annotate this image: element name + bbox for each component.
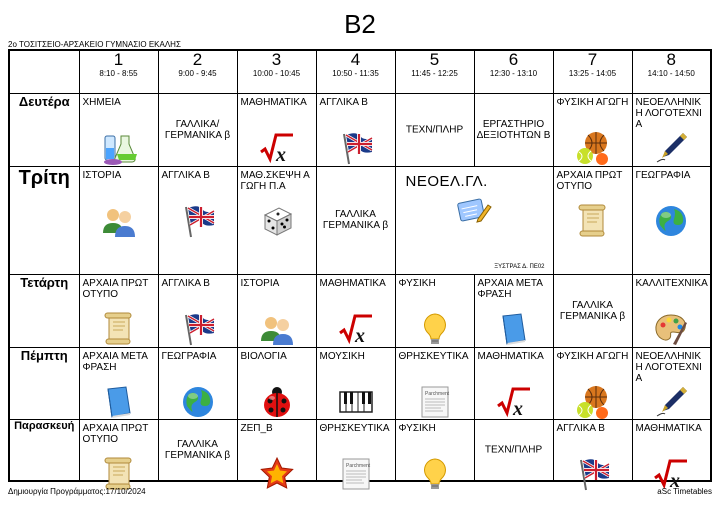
subject-label: ΤΕΧΝ/ΠΛΗΡ: [405, 124, 464, 136]
lesson-cell: [632, 94, 711, 167]
lesson-cell: [158, 347, 237, 420]
subject-label: ΓΑΛΛΙΚΑ ΓΕΡΜΑΝΙΚΑ β: [322, 209, 389, 232]
lesson-cell: [158, 420, 237, 481]
day-label: Τρίτη: [9, 166, 79, 275]
globe-icon: [180, 384, 216, 420]
timetable-title: B2: [344, 9, 376, 39]
day-row: [9, 166, 711, 275]
subject-label: ΕΡΓΑΣΤΗΡΙΟ ΔΕΞΙΟΤΗΤΩΝ Β: [476, 118, 551, 141]
lesson-cell: [474, 347, 553, 420]
subject-label: ΦΥΣΙΚΗ ΑΓΩΓΗ: [556, 350, 629, 362]
subject-label: ΤΕΧΝ/ΠΛΗΡ: [484, 444, 543, 456]
period-time: 8:10 - 8:55: [99, 69, 138, 78]
lesson-cell: [79, 275, 158, 348]
lesson-cell: [395, 94, 474, 167]
subject-label: ΓΕΩΓΡΑΦΙΑ: [161, 350, 217, 362]
lesson-cell: [237, 420, 316, 481]
uk-flag-icon: [180, 311, 216, 347]
dice-icon: [259, 203, 295, 239]
subject-label: ΦΥΣΙΚΗ ΑΓΩΓΗ: [556, 97, 629, 108]
lesson-cell: [237, 166, 316, 275]
lesson-cell: [158, 275, 237, 348]
school-name: 2ο ΤΟΣΙΤΣΕΙΟ-ΑΡΣΑΚΕΙΟ ΓΥΜΝΑΣΙΟ ΕΚΑΛΗΣ: [8, 40, 181, 49]
subject-label: ΙΣΤΟΡΙΑ: [240, 278, 280, 290]
day-row: [9, 94, 711, 167]
lesson-cell: [553, 420, 632, 481]
subject-label: ΝΕΟΕΛ.ΓΛ.: [405, 172, 488, 190]
subject-label: ΧΗΜΕΙΑ: [82, 97, 121, 108]
lesson-cell: [158, 94, 237, 167]
math-icon: [496, 384, 532, 420]
lesson-cell: [632, 275, 711, 348]
uk-flag-icon: [575, 456, 611, 492]
lesson-cell: [79, 347, 158, 420]
book-icon: [101, 384, 137, 420]
period-header-row: [9, 50, 711, 94]
lesson-cell: [395, 420, 474, 481]
lesson-cell: [632, 166, 711, 275]
subject-label: ΦΥΣΙΚΗ: [398, 423, 436, 435]
subject-label: ΜΑΘΗΜΑΤΙΚΑ: [240, 97, 307, 108]
day-label: Δευτέρα: [9, 94, 79, 167]
pen-icon: [653, 384, 689, 420]
lesson-cell: [79, 94, 158, 167]
subject-label: ΑΓΓΛΙΚΑ Β: [161, 169, 210, 181]
period-time: 12:30 - 13:10: [489, 69, 538, 78]
lesson-cell: [316, 166, 395, 275]
lesson-cell: [79, 420, 158, 481]
math-icon: [259, 130, 295, 166]
document-icon: [338, 456, 374, 492]
lesson-cell: [158, 166, 237, 275]
day-label: Παρασκευή: [9, 420, 79, 481]
subject-label: ΑΓΓΛΙΚΑ Β: [319, 97, 368, 108]
period-header: [553, 50, 632, 94]
subject-label: ΓΑΛΛΙΚΑ ΓΕΡΜΑΝΙΚΑ β: [559, 300, 626, 323]
lesson-cell: [395, 347, 474, 420]
document-icon: [417, 384, 453, 420]
math-icon: [338, 311, 374, 347]
svg-text:x: x: [354, 325, 365, 348]
period-header: [237, 50, 316, 94]
corner-cell: [9, 50, 79, 94]
period-number: 7: [587, 50, 598, 69]
day-row: [9, 420, 711, 481]
notepad-icon: [456, 193, 492, 229]
subject-label: ΒΙΟΛΟΓΙΑ: [240, 350, 287, 362]
subject-label: ΑΓΓΛΙΚΑ Β: [556, 423, 605, 435]
uk-flag-icon: [338, 130, 374, 166]
lesson-cell: [474, 94, 553, 167]
period-number: 5: [429, 50, 440, 69]
period-time: 13:25 - 14:05: [568, 69, 617, 78]
lesson-cell: [474, 275, 553, 348]
lesson-cell: [316, 420, 395, 481]
period-number: 4: [350, 50, 361, 69]
lesson-cell: [553, 166, 632, 275]
lesson-cell: [237, 347, 316, 420]
globe-icon: [653, 203, 689, 239]
subject-label: ΑΓΓΛΙΚΑ Β: [161, 278, 210, 290]
lightbulb-icon: [417, 311, 453, 347]
lesson-cell: [553, 347, 632, 420]
period-time: 10:50 - 11:35: [332, 69, 379, 78]
sports-balls-icon: [575, 384, 611, 420]
teacher-name: ΞΥΣΤΡΑΣ Δ. ΠΕ02: [494, 264, 545, 271]
uk-flag-icon: [180, 203, 216, 239]
lesson-cell: [237, 275, 316, 348]
period-number: 2: [192, 50, 203, 69]
lesson-cell: [474, 420, 553, 481]
period-number: 8: [666, 50, 676, 69]
period-time: 9:00 - 9:45: [178, 69, 217, 78]
scroll-icon: [101, 311, 137, 347]
chemistry-icon: [101, 130, 137, 166]
period-time: 11:45 - 12:25: [411, 69, 458, 78]
subject-label: ΝΕΟΕΛΛΗΝΙΚΗ ΛΟΓΟΤΕΧΝΙΑ: [635, 350, 702, 384]
subject-label: ΜΑΘΗΜΑΤΙΚΑ: [635, 423, 702, 435]
subject-label: ΓΑΛΛΙΚΑ ΓΕΡΜΑΝΙΚΑ β: [164, 439, 231, 462]
subject-label: ΙΣΤΟΡΙΑ: [82, 169, 122, 181]
subject-label: ΖΕΠ_Β: [240, 423, 273, 435]
period-number: 6: [508, 50, 519, 69]
lightbulb-icon: [417, 456, 453, 492]
palette-icon: [653, 311, 689, 347]
subject-label: ΜΑΘΗΜΑΤΙΚΑ: [477, 350, 544, 362]
subject-label: ΑΡΧΑΙΑ ΜΕΤΑΦΡΑΣΗ: [82, 350, 148, 373]
svg-text:x: x: [512, 397, 523, 420]
subject-label: ΘΡΗΣΚΕΥΤΙΚΑ: [398, 350, 469, 362]
lesson-cell: [316, 275, 395, 348]
day-label: Πέμπτη: [9, 347, 79, 420]
sports-balls-icon: [575, 130, 611, 166]
people-icon: [101, 203, 137, 239]
subject-label: ΜΑΘΗΜΑΤΙΚΑ: [319, 278, 386, 290]
star-icon: [259, 456, 295, 492]
subject-label: ΑΡΧΑΙΑ ΜΕΤΑΦΡΑΣΗ: [477, 278, 543, 301]
people-icon: [259, 311, 295, 347]
period-number: 1: [113, 50, 124, 69]
lesson-cell: [632, 347, 711, 420]
day-row: [9, 347, 711, 420]
day-label: Τετάρτη: [9, 275, 79, 348]
period-header: [158, 50, 237, 94]
creation-date: Δημιουργία Προγράμματος:17/10/2024: [8, 487, 146, 496]
period-header: [395, 50, 474, 94]
scroll-icon: [575, 203, 611, 239]
svg-text:x: x: [275, 144, 286, 166]
svg-text:x: x: [670, 470, 681, 493]
subject-label: ΓΕΩΓΡΑΦΙΑ: [635, 169, 691, 181]
lesson-cell: [553, 94, 632, 167]
subject-label: ΘΡΗΣΚΕΥΤΙΚΑ: [319, 423, 390, 435]
svg-text:Parchment: Parchment: [345, 463, 370, 470]
subject-label: ΑΡΧΑΙΑ ΠΡΩΤΟΤΥΠΟ: [82, 278, 149, 301]
lesson-cell: [316, 347, 395, 420]
lesson-cell: [395, 275, 474, 348]
ladybug-icon: [259, 384, 295, 420]
lesson-cell: [237, 94, 316, 167]
software-credit: aSc Timetables: [657, 487, 712, 496]
period-header: [79, 50, 158, 94]
subject-label: ΜΟΥΣΙΚΗ: [319, 350, 365, 362]
period-header: [474, 50, 553, 94]
subject-label: ΦΥΣΙΚΗ: [398, 278, 436, 290]
day-row: [9, 275, 711, 348]
svg-text:Parchment: Parchment: [424, 390, 449, 397]
period-header: [316, 50, 395, 94]
lesson-cell-double: [395, 166, 553, 275]
lesson-cell: [79, 166, 158, 275]
subject-label: ΓΑΛΛΙΚΑ/ ΓΕΡΜΑΝΙΚΑ β: [164, 118, 231, 141]
subject-label: ΚΑΛΛΙΤΕΧΝΙΚΑ: [635, 278, 708, 290]
period-header: [632, 50, 711, 94]
subject-label: ΝΕΟΕΛΛΗΝΙΚΗ ΛΟΓΟΤΕΧΝΙΑ: [635, 97, 702, 130]
period-time: 14:10 - 14:50: [647, 69, 695, 78]
lesson-cell: [316, 94, 395, 167]
book-icon: [496, 311, 532, 347]
piano-icon: [338, 384, 374, 420]
pen-icon: [653, 130, 689, 166]
subject-label: ΑΡΧΑΙΑ ΠΡΩΤΟΤΥΠΟ: [82, 423, 149, 446]
period-time: 10:00 - 10:45: [252, 69, 301, 78]
subject-label: ΑΡΧΑΙΑ ΠΡΩΤΟΤΥΠΟ: [556, 169, 623, 192]
lesson-cell: [553, 275, 632, 348]
subject-label: ΜΑΘ.ΣΚΕΨΗ ΑΓΩΓΗ Π.Α: [240, 169, 310, 192]
period-number: 3: [271, 50, 282, 69]
